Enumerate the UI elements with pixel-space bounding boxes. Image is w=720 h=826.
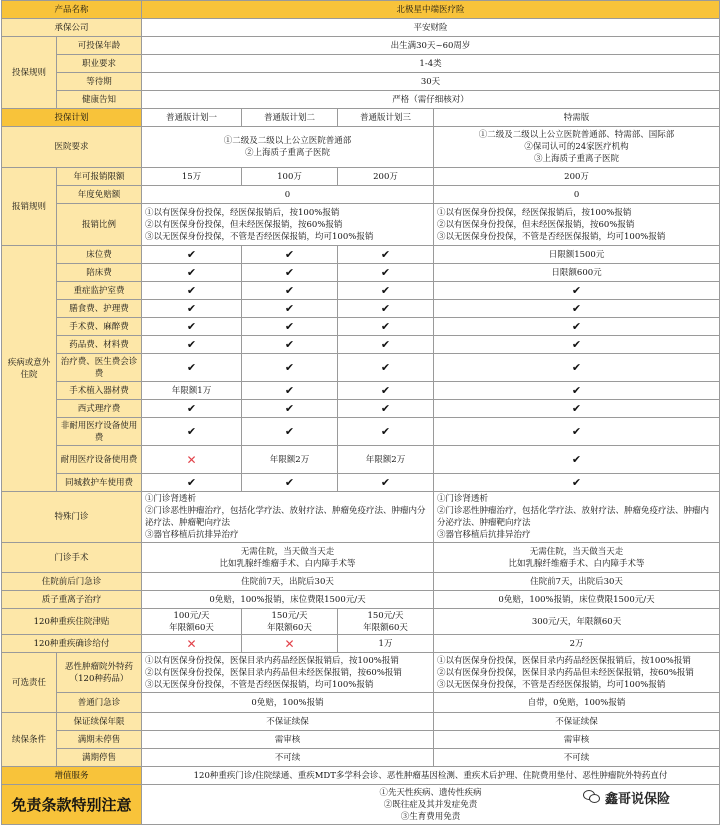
check-icon: ✔	[242, 336, 338, 354]
cross-icon: ✕	[142, 446, 242, 474]
durable-p2: 年限额2万	[242, 446, 338, 474]
row-inpatient-nondurable	[2, 418, 720, 446]
check-icon: ✔	[434, 300, 720, 318]
onsale-label: 满期未停售	[57, 731, 142, 749]
row-allowance	[2, 609, 720, 635]
plans-label: 投保计划	[2, 109, 142, 127]
occupation-value: 1-4类	[142, 55, 720, 73]
check-icon: ✔	[242, 318, 338, 336]
discontinued-special: 不可续	[434, 749, 720, 767]
hospital-normal: ①二级及二级以上公立医院普通部 ②上海质子重离子医院	[142, 127, 434, 168]
allowance-p2: 150元/天 年限额60天	[242, 609, 338, 635]
discontinued-normal: 不可续	[142, 749, 434, 767]
guarantee-normal: 不保证续保	[142, 713, 434, 731]
row-renewal-onsale	[2, 731, 720, 749]
diagnosis-p3: 1万	[338, 635, 434, 653]
plan-special-header: 特需版	[434, 109, 720, 127]
waiting-value: 30天	[142, 73, 720, 91]
product-name-label: 产品名称	[2, 1, 142, 19]
general-label: 普通门急诊	[57, 693, 142, 713]
inpatient-label: 疾病或意外住院	[2, 246, 57, 492]
ratio-normal: ①以有医保身份投保，经医保报销后，按100%报销 ②以有医保身份投保，但未经医保报销，按60%报销 ③以无医保身份投保，不管是否经医保报销，均可100%报销	[142, 204, 434, 246]
escort-label: 陪床费	[57, 264, 142, 282]
onsale-normal: 需审核	[142, 731, 434, 749]
row-diagnosis	[2, 635, 720, 653]
outpatient-surgery-special: 无需住院，当天做当天走 比如乳腺纤维瘤手术、白内障手术等	[434, 543, 720, 573]
insurance-comparison-table	[1, 0, 720, 825]
row-special-outpatient	[2, 492, 720, 543]
bed-label: 床位费	[57, 246, 142, 264]
check-icon: ✔	[242, 400, 338, 418]
exclusions-label: 免责条款特别注意	[2, 785, 142, 825]
pre-post-label: 住院前后门急诊	[2, 573, 142, 591]
general-special: 自带，0免赔，100%报销	[434, 693, 720, 713]
check-icon: ✔	[242, 282, 338, 300]
row-inpatient-escort	[2, 264, 720, 282]
onsale-special: 需审核	[434, 731, 720, 749]
drugs-normal: ①以有医保身份投保，医保目录内药品经医保报销后，按100%报销 ②以有医保身份投保，医保目录内药品但未经医保报销，按60%报销 ③以无医保身份投保，不管是否经医保报销，均可100%报销	[142, 653, 434, 693]
allowance-label: 120种重疾住院津贴	[2, 609, 142, 635]
hospital-special: ①二级及二级以上公立医院普通部、特需部、国际部 ②保司认可的24家医疗机构 ③上海质子重离子医院	[434, 127, 720, 168]
plan-3-header: 普通版计划三	[338, 109, 434, 127]
allowance-p1: 100元/天 年限额60天	[142, 609, 242, 635]
check-icon: ✔	[338, 300, 434, 318]
durable-p3: 年限额2万	[338, 446, 434, 474]
insurer-value: 平安财险	[142, 19, 720, 37]
check-icon: ✔	[142, 246, 242, 264]
drugs-label: 恶性肿瘤院外特药 （120种药品）	[57, 653, 142, 693]
row-inpatient-meal	[2, 300, 720, 318]
check-icon: ✔	[434, 400, 720, 418]
check-icon: ✔	[242, 246, 338, 264]
row-optional-general	[2, 693, 720, 713]
age-label: 可投保年龄	[57, 37, 142, 55]
check-icon: ✔	[142, 282, 242, 300]
row-inpatient-surgery	[2, 318, 720, 336]
row-health	[2, 91, 720, 109]
product-name-value: 北极星中端医疗险	[142, 1, 720, 19]
exclusions-value: ①先天性疾病、遗传性疾病 ②既往症及其并发症免责 ③生育费用免责	[142, 785, 720, 825]
wechat-icon	[583, 790, 601, 804]
limit-p2: 100万	[242, 168, 338, 186]
row-waiting	[2, 73, 720, 91]
limit-label: 年可报销限额	[57, 168, 142, 186]
row-limit	[2, 168, 720, 186]
watermark	[583, 786, 719, 808]
check-icon: ✔	[338, 282, 434, 300]
ratio-label: 报销比例	[57, 204, 142, 246]
row-inpatient-bed	[2, 246, 720, 264]
pre-post-normal: 住院前7天，出院后30天	[142, 573, 434, 591]
limit-p3: 200万	[338, 168, 434, 186]
allowance-p3: 150元/天 年限额60天	[338, 609, 434, 635]
nondurable-label: 非耐用医疗设备使用费	[57, 418, 142, 446]
plan-1-header: 普通版计划一	[142, 109, 242, 127]
pre-post-special: 住院前7天，出院后30天	[434, 573, 720, 591]
check-icon: ✔	[338, 474, 434, 492]
check-icon: ✔	[338, 336, 434, 354]
renewal-label: 续保条件	[2, 713, 57, 767]
drug-label: 药品费、材料费	[57, 336, 142, 354]
cross-icon: ✕	[242, 635, 338, 653]
outpatient-surgery-normal: 无需住院，当天做当天走 比如乳腺纤维瘤手术、白内障手术等	[142, 543, 434, 573]
row-age	[2, 37, 720, 55]
value-added-value: 120种重疾门诊/住院绿通、重疾MDT多学科会诊、恶性肿瘤基因检测、重疾术后护理、住院费用垫付、恶性肿瘤院外特药直付	[142, 767, 720, 785]
check-icon: ✔	[338, 382, 434, 400]
discontinued-label: 满期停售	[57, 749, 142, 767]
row-value-added	[2, 767, 720, 785]
special-outpatient-special: ①门诊肾透析 ②门诊恶性肿瘤治疗，包括化学疗法、放射疗法、肿瘤免疫疗法、肿瘤内分泌疗法、肿瘤靶向疗法 ③器官移植后抗排异治疗	[434, 492, 720, 543]
special-outpatient-normal: ①门诊肾透析 ②门诊恶性肿瘤治疗，包括化学疗法、放射疗法、肿瘤免疫疗法、肿瘤内分泌疗法、肿瘤靶向疗法 ③器官移植后抗排异治疗	[142, 492, 434, 543]
insurer-label: 承保公司	[2, 19, 142, 37]
row-optional-drugs	[2, 653, 720, 693]
ambulance-label: 同城救护车使用费	[57, 474, 142, 492]
limit-special: 200万	[434, 168, 720, 186]
plan-2-header: 普通版计划二	[242, 109, 338, 127]
row-inpatient-drug	[2, 336, 720, 354]
proton-label: 质子重离子治疗	[2, 591, 142, 609]
row-pre-post	[2, 573, 720, 591]
check-icon: ✔	[142, 264, 242, 282]
ratio-special: ①以有医保身份投保，经医保报销后，按100%报销 ②以有医保身份投保，但未经医保报销，按60%报销 ③以无医保身份投保，不管是否经医保报销，均可100%报销	[434, 204, 720, 246]
deductible-special: 0	[434, 186, 720, 204]
underwriting-label: 投保规则	[2, 37, 57, 109]
check-icon: ✔	[142, 300, 242, 318]
implant-p1: 年限额1万	[142, 382, 242, 400]
optional-label: 可选责任	[2, 653, 57, 713]
check-icon: ✔	[142, 474, 242, 492]
row-inpatient-ambulance	[2, 474, 720, 492]
row-proton	[2, 591, 720, 609]
check-icon: ✔	[434, 336, 720, 354]
row-inpatient-physio	[2, 400, 720, 418]
row-inpatient-implant	[2, 382, 720, 400]
deductible-normal: 0	[142, 186, 434, 204]
check-icon: ✔	[242, 354, 338, 382]
physio-label: 西式理疗费	[57, 400, 142, 418]
check-icon: ✔	[434, 354, 720, 382]
deductible-label: 年度免赔额	[57, 186, 142, 204]
row-plans	[2, 109, 720, 127]
watermark-text: 鑫哥说保险	[605, 791, 671, 807]
proton-special: 0免赔，100%报销，床位费限1500元/天	[434, 591, 720, 609]
row-renewal-discontinued	[2, 749, 720, 767]
row-ratio	[2, 204, 720, 246]
health-label: 健康告知	[57, 91, 142, 109]
check-icon: ✔	[242, 474, 338, 492]
check-icon: ✔	[338, 418, 434, 446]
occupation-label: 职业要求	[57, 55, 142, 73]
row-outpatient-surgery	[2, 543, 720, 573]
drugs-special: ①以有医保身份投保，医保目录内药品经医保报销后，按100%报销 ②以有医保身份投保，医保目录内药品但未经医保报销，按60%报销 ③以无医保身份投保，不管是否经医保报销，均可100%报销	[434, 653, 720, 693]
row-hospital	[2, 127, 720, 168]
icu-label: 重症监护室费	[57, 282, 142, 300]
check-icon: ✔	[338, 318, 434, 336]
check-icon: ✔	[434, 282, 720, 300]
treatment-label: 治疗费、医生费会诊费	[57, 354, 142, 382]
limit-p1: 15万	[142, 168, 242, 186]
row-inpatient-treatment	[2, 354, 720, 382]
check-icon: ✔	[142, 336, 242, 354]
reimburse-label: 报销规则	[2, 168, 57, 246]
check-icon: ✔	[338, 246, 434, 264]
implant-label: 手术植入器材费	[57, 382, 142, 400]
durable-label: 耐用医疗设备使用费	[57, 446, 142, 474]
check-icon: ✔	[242, 264, 338, 282]
check-icon: ✔	[142, 418, 242, 446]
check-icon: ✔	[434, 418, 720, 446]
general-normal: 0免赔，100%报销	[142, 693, 434, 713]
row-occupation	[2, 55, 720, 73]
diagnosis-special: 2万	[434, 635, 720, 653]
check-icon: ✔	[338, 354, 434, 382]
health-value: 严格（需仔细核对）	[142, 91, 720, 109]
outpatient-surgery-label: 门诊手术	[2, 543, 142, 573]
row-renewal-guarantee	[2, 713, 720, 731]
age-value: 出生满30天~60周岁	[142, 37, 720, 55]
row-product-name	[2, 1, 720, 19]
surgery-label: 手术费、麻醉费	[57, 318, 142, 336]
proton-normal: 0免赔，100%报销，床位费限1500元/天	[142, 591, 434, 609]
check-icon: ✔	[242, 300, 338, 318]
guarantee-special: 不保证续保	[434, 713, 720, 731]
row-insurer	[2, 19, 720, 37]
bed-special: 日限额1500元	[434, 246, 720, 264]
value-added-label: 增值服务	[2, 767, 142, 785]
check-icon: ✔	[434, 382, 720, 400]
row-inpatient-durable	[2, 446, 720, 474]
check-icon: ✔	[434, 446, 720, 474]
check-icon: ✔	[142, 400, 242, 418]
hospital-label: 医院要求	[2, 127, 142, 168]
guarantee-label: 保证续保年限	[57, 713, 142, 731]
special-outpatient-label: 特殊门诊	[2, 492, 142, 543]
check-icon: ✔	[142, 318, 242, 336]
check-icon: ✔	[434, 318, 720, 336]
diagnosis-label: 120种重疾确诊给付	[2, 635, 142, 653]
row-deductible	[2, 186, 720, 204]
check-icon: ✔	[142, 354, 242, 382]
allowance-special: 300元/天，年限额60天	[434, 609, 720, 635]
waiting-label: 等待期	[57, 73, 142, 91]
check-icon: ✔	[242, 418, 338, 446]
meal-label: 膳食费、护理费	[57, 300, 142, 318]
escort-special: 日限额600元	[434, 264, 720, 282]
check-icon: ✔	[338, 264, 434, 282]
check-icon: ✔	[434, 474, 720, 492]
check-icon: ✔	[338, 400, 434, 418]
cross-icon: ✕	[142, 635, 242, 653]
check-icon: ✔	[242, 382, 338, 400]
row-inpatient-icu	[2, 282, 720, 300]
